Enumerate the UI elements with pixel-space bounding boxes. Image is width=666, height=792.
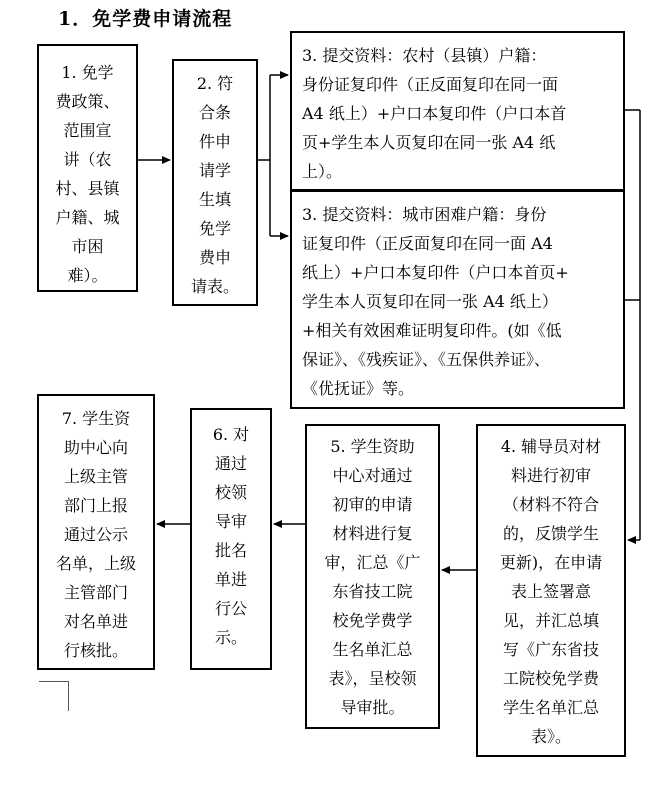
step2-line: 2. 符: [196, 74, 234, 93]
step4-box: [476, 424, 626, 757]
step3-urban-box: [290, 190, 625, 409]
step1-line: 1. 免学: [61, 63, 114, 82]
step7-line: 主管部门: [63, 583, 128, 602]
step2-line: 合条: [198, 103, 231, 122]
step6-box: [190, 408, 272, 670]
step2-line: 请学: [198, 161, 231, 180]
step5-line: 表》，呈校领: [328, 669, 417, 688]
step5-line: 5. 学生资助: [330, 437, 415, 456]
step3b-line: +相关有效困难证明复印件。(如《低: [302, 321, 562, 340]
step4-line: 表上签署意: [510, 582, 591, 601]
step7-line: 通过公示: [63, 525, 128, 544]
step5-box: [305, 424, 440, 729]
step6-line: 示。: [214, 628, 247, 647]
step7-line: 部门上报: [63, 496, 128, 515]
step3a-line: 上）。: [302, 162, 343, 181]
step7-line: 对名单进: [63, 612, 128, 631]
step2-line: 件申: [198, 132, 231, 151]
step5-line: 审，汇总《广: [324, 553, 421, 572]
step6-line: 单进: [214, 570, 247, 589]
step3b-line: 学生本人页复印在同一张 A4 纸上）: [302, 292, 558, 311]
step1-line: 难）。: [67, 266, 108, 285]
step5-line: 生名单汇总: [332, 640, 413, 659]
step7-line: 助中心向: [63, 438, 128, 457]
page-title: 1．免学费申请流程: [58, 8, 233, 30]
step3a-line: 身份证复印件（正反面复印在同一面: [302, 75, 559, 94]
step7-line: 上级主管: [63, 467, 128, 486]
step7-box: [37, 394, 155, 670]
step5-line: 材料进行复: [332, 524, 413, 543]
step3b-line: 保证》、《残疾证》、《五保供养证》、: [302, 350, 551, 369]
step3-rural-box: [290, 31, 625, 191]
step1-box: [37, 44, 138, 292]
step4-line: 学生名单汇总: [502, 698, 599, 717]
step4-line: 工院校免学费: [502, 669, 599, 688]
step7-line: 行核批。: [63, 641, 128, 660]
step1-line: 范围宣: [63, 121, 112, 140]
step4-line: 表》。: [530, 727, 571, 746]
step6-line: 导审: [214, 512, 247, 531]
step1-line: 市困: [71, 237, 104, 256]
step1-line: 讲（农: [63, 150, 112, 169]
step3a-line: A4 纸上）+户口本复印件（户口本首: [302, 104, 567, 123]
step7-line: 7. 学生资: [61, 409, 131, 428]
step1-line: 户籍、城: [55, 208, 120, 227]
step3a-line: 页+学生本人页复印在同一张 A4 纸: [302, 133, 556, 152]
step5-line: 中心对通过: [332, 466, 413, 485]
step5-line: 初审的申请: [332, 495, 413, 514]
step1-line: 费政策、: [55, 92, 120, 111]
step4-line: 4. 辅导员对材: [500, 437, 602, 456]
step2-line: 请表。: [190, 277, 239, 296]
step6-line: 校领: [214, 483, 247, 502]
step6-line: 批名: [214, 541, 247, 560]
step3b-line: 证复印件（正反面复印在同一面 A4: [302, 234, 553, 253]
step2-box: [172, 59, 258, 306]
step4-line: （材料不符合: [502, 495, 599, 514]
step7-line: 名单，上级: [55, 554, 136, 573]
step5-line: 导审批。: [340, 698, 405, 717]
step3b-line: 纸上）+户口本复印件（户口本首页+: [302, 263, 569, 282]
step5-line: 东省技工院: [332, 582, 413, 601]
step2-line: 免学: [198, 219, 231, 238]
step4-line: 见，并汇总填: [502, 611, 599, 630]
step2-line: 费申: [198, 248, 231, 267]
step4-line: 的，反馈学生: [502, 524, 599, 543]
step6-line: 通过: [214, 454, 247, 473]
step2-line: 生填: [198, 190, 231, 209]
step1-line: 村、县镇: [55, 179, 120, 198]
step3b-line: 3. 提交资料：城市困难户籍：身份: [302, 205, 547, 224]
page-corner-mark: [39, 681, 69, 711]
step6-line: 行公: [214, 599, 247, 618]
step4-line: 写《广东省技: [502, 640, 599, 659]
step4-line: 更新)，在申请: [499, 553, 603, 572]
step3b-line: 《优抚证》等。: [302, 379, 415, 398]
step6-line: 6. 对: [212, 425, 250, 444]
step3a-line: 3. 提交资料：农村（县镇）户籍：: [302, 46, 547, 65]
step5-line: 校免学费学: [332, 611, 413, 630]
step4-line: 料进行初审: [510, 466, 591, 485]
